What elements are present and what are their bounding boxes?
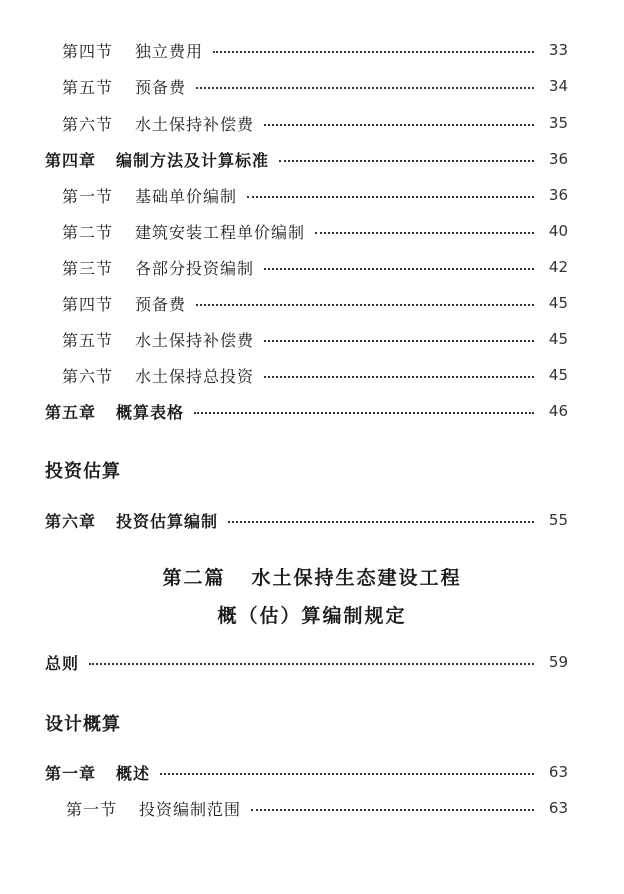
toc-number: 第五章	[45, 402, 97, 422]
toc-page: 34	[548, 77, 568, 95]
toc-title: 预备费	[135, 77, 187, 97]
toc-page: 45	[548, 294, 568, 312]
toc-chapter-entry[interactable]	[0, 397, 624, 425]
toc-number: 第五节	[62, 330, 114, 350]
toc-title: 投资估算编制	[116, 511, 219, 531]
toc-number: 第四章	[45, 150, 97, 170]
dot-leader	[160, 773, 534, 775]
toc-number: 第二节	[62, 222, 114, 242]
toc-entry[interactable]	[0, 361, 624, 389]
toc-title: 预备费	[135, 294, 187, 314]
toc-entry[interactable]	[0, 794, 624, 822]
dot-leader	[315, 232, 534, 234]
toc-number: 第六章	[45, 511, 97, 531]
toc-page: 35	[548, 114, 568, 132]
toc-page: 33	[548, 41, 568, 59]
toc-page: 55	[548, 511, 568, 529]
toc-page: 36	[548, 150, 568, 168]
toc-page: 45	[548, 330, 568, 348]
toc-number: 第四节	[62, 41, 114, 61]
part2-title-line2: 概（估）算编制规定	[217, 605, 407, 627]
toc-chapter-entry[interactable]	[0, 145, 624, 173]
dot-leader	[264, 124, 534, 126]
toc-title: 独立费用	[135, 41, 204, 61]
toc-page: 63	[548, 799, 568, 817]
toc-page: 63	[548, 763, 568, 781]
toc-page: 36	[548, 186, 568, 204]
toc-entry[interactable]	[0, 72, 624, 100]
dot-leader	[251, 809, 534, 811]
toc-number: 第六节	[62, 114, 114, 134]
toc-title: 概算表格	[116, 402, 185, 422]
part2-title: 水土保持生态建设工程	[251, 567, 462, 589]
toc-page: 40	[548, 222, 568, 240]
toc-title: 基础单价编制	[135, 186, 238, 206]
dot-leader	[89, 663, 534, 665]
toc-entry[interactable]	[0, 253, 624, 281]
toc-page: 59	[548, 653, 568, 671]
dot-leader	[264, 376, 534, 378]
toc-entry[interactable]	[0, 325, 624, 353]
toc-page: 46	[548, 402, 568, 420]
dot-leader	[196, 304, 534, 306]
toc-page: 42	[548, 258, 568, 276]
dot-leader	[247, 196, 534, 198]
toc-title: 投资编制范围	[139, 799, 242, 819]
toc-title: 各部分投资编制	[135, 258, 255, 278]
toc-number: 第一节	[66, 799, 118, 819]
dot-leader	[213, 51, 534, 53]
toc-entry[interactable]	[0, 289, 624, 317]
toc-title: 概述	[116, 763, 151, 783]
toc-number: 第一章	[45, 763, 97, 783]
toc-number: 第一节	[62, 186, 114, 206]
toc-number: 第四节	[62, 294, 114, 314]
dot-leader	[194, 412, 534, 414]
toc-title: 总则	[45, 653, 80, 673]
toc-number: 第五节	[62, 77, 114, 97]
toc-title: 水土保持补偿费	[135, 330, 255, 350]
dot-leader	[264, 340, 534, 342]
dot-leader	[264, 268, 534, 270]
toc-title: 水土保持补偿费	[135, 114, 255, 134]
dot-leader	[196, 87, 534, 89]
toc-chapter-entry[interactable]	[0, 648, 624, 676]
toc-title: 建筑安装工程单价编制	[135, 222, 306, 242]
toc-entry[interactable]	[0, 181, 624, 209]
design-estimate-heading: 设计概算	[45, 714, 121, 735]
part2-label: 第二篇	[162, 567, 226, 589]
toc-number: 第三节	[62, 258, 114, 278]
toc-entry[interactable]	[0, 109, 624, 137]
toc-chapter-entry[interactable]	[0, 758, 624, 786]
toc-title: 编制方法及计算标准	[116, 150, 270, 170]
toc-title: 水土保持总投资	[135, 366, 255, 386]
toc-number: 第六节	[62, 366, 114, 386]
toc-chapter-entry[interactable]	[0, 506, 624, 534]
part2-title-line1	[0, 563, 624, 590]
investment-estimate-heading: 投资估算	[45, 461, 121, 482]
toc-page: 45	[548, 366, 568, 384]
dot-leader	[279, 160, 534, 162]
toc-entry[interactable]	[0, 217, 624, 245]
dot-leader	[228, 521, 534, 523]
toc-entry[interactable]	[0, 36, 624, 64]
